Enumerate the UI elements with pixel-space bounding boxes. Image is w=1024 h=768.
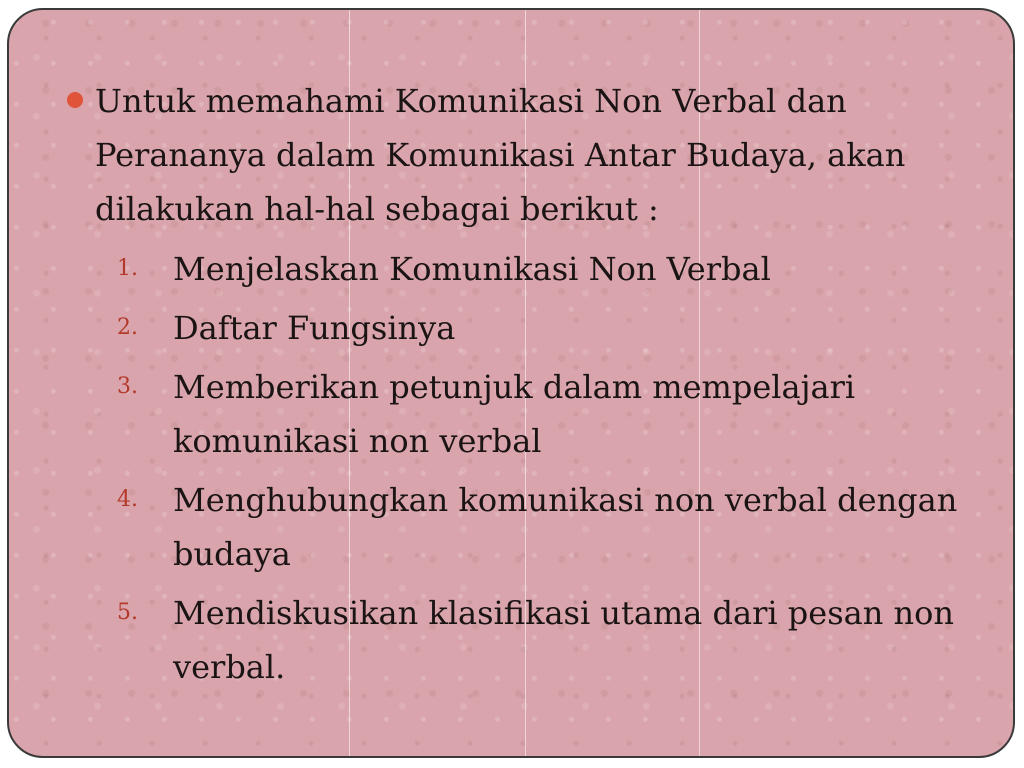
intro-bullet xyxy=(67,74,967,236)
slide-content xyxy=(67,74,967,699)
list-item xyxy=(67,473,967,581)
step-number: 1. xyxy=(117,256,138,281)
intro-text: Untuk memahami Komunikasi Non Verbal dan Perananya dalam Komunikasi Antar Budaya, akan dilakukan hal-hal sebagai berikut : xyxy=(95,82,906,228)
step-text: Daftar Fungsinya xyxy=(173,309,456,347)
step-number: 5. xyxy=(117,600,138,625)
list-item xyxy=(67,360,967,468)
step-text: Memberikan petunjuk dalam mempelajari komunikasi non verbal xyxy=(173,368,856,460)
slide xyxy=(7,8,1015,758)
step-text: Menjelaskan Komunikasi Non Verbal xyxy=(173,250,771,288)
step-text: Menghubungkan komunikasi non verbal dengan budaya xyxy=(173,481,958,573)
bullet-dot-icon xyxy=(67,92,83,108)
list-item xyxy=(67,586,967,694)
step-text: Mendiskusikan klasifikasi utama dari pesan non verbal. xyxy=(173,594,954,686)
list-item xyxy=(67,301,967,355)
step-number: 2. xyxy=(117,315,138,340)
step-number: 3. xyxy=(117,374,138,399)
step-number: 4. xyxy=(117,487,138,512)
list-item xyxy=(67,242,967,296)
steps-list xyxy=(67,242,967,694)
